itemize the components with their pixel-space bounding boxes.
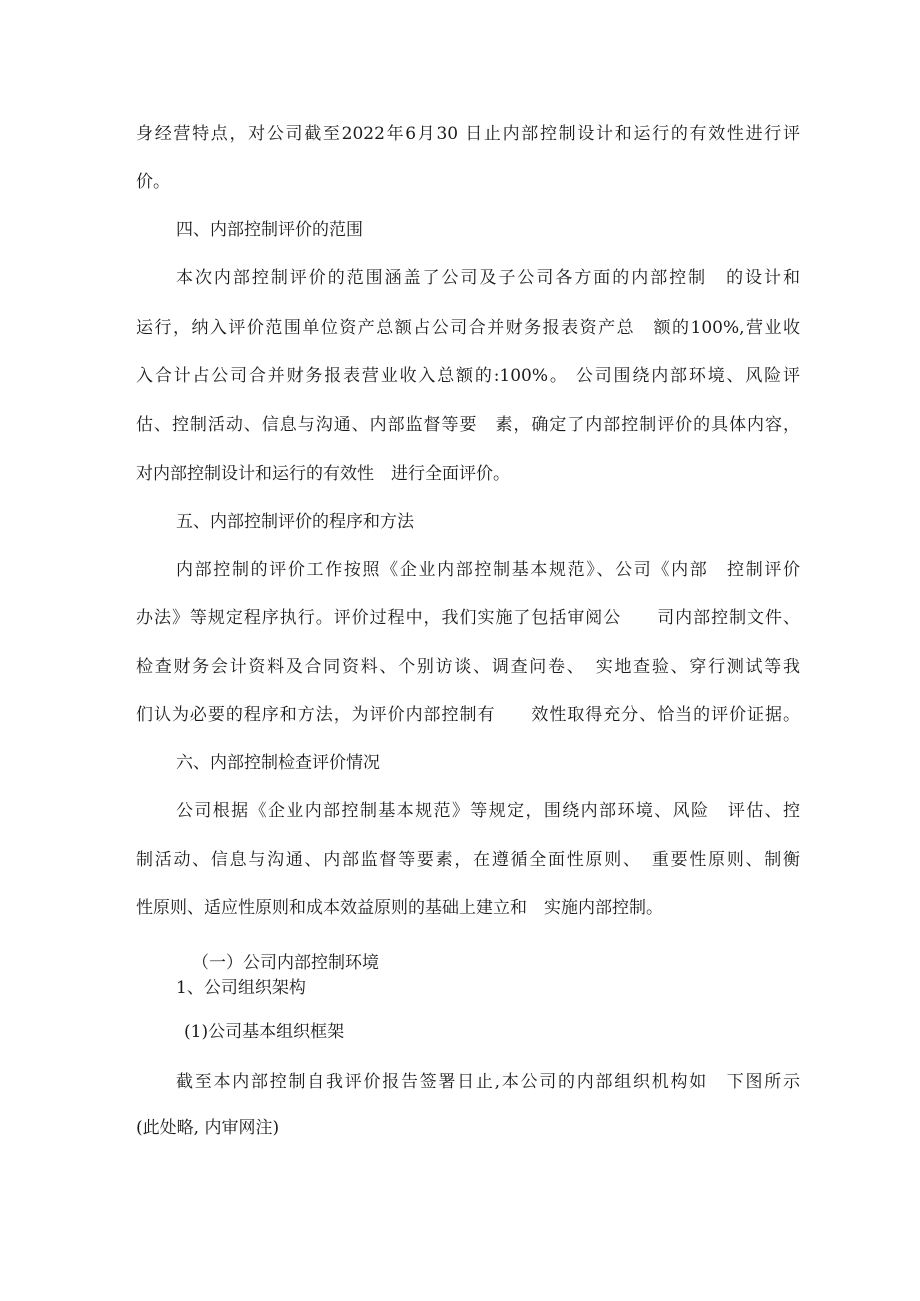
paragraph-line: 本次内部控制评价的范围涵盖了公司及子公司各方面的内部控制 的设计和 bbox=[176, 268, 800, 288]
subsection-heading: （一）公司内部控制环境 bbox=[192, 953, 379, 973]
paragraph-line: 公司根据《企业内部控制基本规范》等规定，围绕内部环境、风险 评估、控 bbox=[176, 801, 800, 821]
paragraph-line: 估、控制活动、信息与沟通、内部监督等要 素，确定了内部控制评价的具体内容， bbox=[136, 415, 800, 435]
paragraph-line: 检查财务会计资料及合同资料、个别访谈、调查问卷、 实地查验、穿行测试等我 bbox=[136, 657, 800, 677]
paragraph-line: 制活动、信息与沟通、内部监督等要素，在遵循全面性原则、 重要性原则、制衡 bbox=[136, 850, 800, 870]
section-heading: 五、内部控制评价的程序和方法 bbox=[176, 512, 414, 532]
paragraph-line: 价。 bbox=[136, 172, 170, 192]
paragraph-line: (此处略, 内审网注) bbox=[136, 1118, 280, 1138]
paragraph-line: 身经营特点，对公司截至2022年6月30 日止内部控制设计和运行的有效性进行评 bbox=[136, 124, 800, 144]
paragraph-line: 性原则、适应性原则和成本效益原则的基础上建立和 实施内部控制。 bbox=[136, 898, 663, 918]
paragraph-line: 们认为必要的程序和方法，为评价内部控制有 效性取得充分、恰当的评价证据。 bbox=[136, 705, 800, 725]
paragraph-line: 截至本内部控制自我评价报告签署日止,本公司的内部组织机构如 下图所示 bbox=[176, 1072, 800, 1092]
subsection-heading: 1、公司组织架构 bbox=[176, 978, 306, 998]
section-heading: 四、内部控制评价的范围 bbox=[176, 220, 363, 240]
section-heading: 六、内部控制检查评价情况 bbox=[176, 753, 380, 773]
paragraph-line: 运行，纳入评价范围单位资产总额占公司合并财务报表资产总 额的100%,营业收 bbox=[136, 318, 800, 338]
paragraph-line: 入合计占公司合并财务报表营业收入总额的:100%。 公司围绕内部环境、风险评 bbox=[136, 366, 800, 386]
paragraph-line: 对内部控制设计和运行的有效性 进行全面评价。 bbox=[136, 464, 510, 484]
paragraph-line: 内部控制的评价工作按照《企业内部控制基本规范》、公司《内部 控制评价 bbox=[176, 560, 800, 580]
subsection-heading: (1)公司基本组织框架 bbox=[184, 1022, 345, 1042]
paragraph-line: 办法》等规定程序执行。评价过程中，我们实施了包括审阅公 司内部控制文件、 bbox=[136, 608, 800, 628]
